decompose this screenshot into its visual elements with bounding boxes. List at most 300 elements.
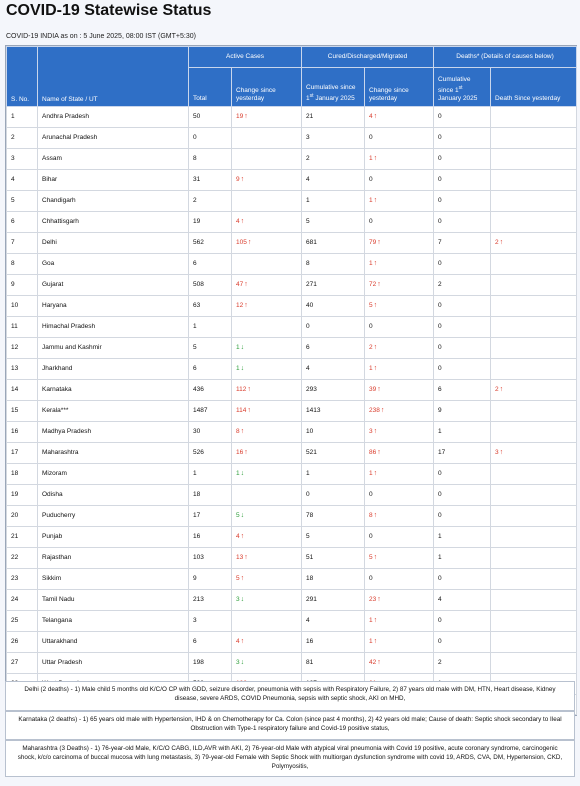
- deaths-cumulative-cell: 0: [434, 506, 491, 527]
- active-total-cell: 9: [189, 569, 232, 590]
- state-name-cell: Haryana: [38, 296, 189, 317]
- increase-arrow-icon: ↑: [240, 638, 245, 645]
- death-change-cell: [491, 590, 577, 611]
- statewise-table-wrapper: [5, 45, 577, 716]
- active-change-cell-value: 105: [236, 239, 247, 246]
- increase-arrow-icon: ↑: [499, 449, 504, 456]
- active-change-cell: [232, 107, 302, 128]
- table-row: [7, 149, 577, 170]
- cured-change-cell: [365, 401, 434, 422]
- sno-cell: 11: [7, 317, 38, 338]
- decrease-arrow-icon: ↓: [240, 344, 245, 351]
- deaths-cumulative-cell: 4: [434, 590, 491, 611]
- cured-change-cell-value: 8: [369, 512, 373, 519]
- death-change-cell: [491, 275, 577, 296]
- cured-change-cell-value: 72: [369, 281, 377, 288]
- active-total-cell: 8: [189, 149, 232, 170]
- active-change-cell: [232, 359, 302, 380]
- active-change-cell: [232, 296, 302, 317]
- cured-change-cell-value: 238: [369, 407, 380, 414]
- cured-cumulative-cell: 5: [302, 212, 365, 233]
- death-change-cell: [491, 170, 577, 191]
- increase-arrow-icon: ↑: [240, 218, 245, 225]
- active-change-cell-value: 4: [236, 638, 240, 645]
- cured-change-cell-value: 5: [369, 302, 373, 309]
- active-change-cell-value: 3: [236, 596, 240, 603]
- statewise-table: [6, 46, 577, 715]
- table-row: [7, 338, 577, 359]
- active-total-cell: 1: [189, 464, 232, 485]
- cured-cumulative-cell: 78: [302, 506, 365, 527]
- sno-cell: 26: [7, 632, 38, 653]
- decrease-arrow-icon: ↓: [240, 365, 245, 372]
- state-name-cell: Sikkim: [38, 569, 189, 590]
- active-change-cell: [232, 338, 302, 359]
- sno-cell: 25: [7, 611, 38, 632]
- deaths-cumulative-cell: 0: [434, 632, 491, 653]
- table-row: [7, 506, 577, 527]
- table-row: [7, 632, 577, 653]
- increase-arrow-icon: ↑: [373, 554, 378, 561]
- cured-change-cell-value: 1: [369, 617, 373, 624]
- deaths-cumulative-cell: 0: [434, 485, 491, 506]
- header-state: Name of State / UT: [38, 47, 189, 107]
- active-change-cell: [232, 443, 302, 464]
- cured-change-cell: [365, 170, 434, 191]
- deaths-cumulative-cell: 0: [434, 359, 491, 380]
- active-change-cell: [232, 212, 302, 233]
- table-row: [7, 401, 577, 422]
- death-change-cell: [491, 443, 577, 464]
- cured-change-cell-value: 23: [369, 596, 377, 603]
- increase-arrow-icon: ↑: [377, 596, 381, 603]
- table-row: [7, 254, 577, 275]
- table-row: [7, 653, 577, 674]
- cured-cumulative-cell: 2: [302, 149, 365, 170]
- active-total-cell: 5: [189, 338, 232, 359]
- note-delhi: Delhi (2 deaths) - 1) Male child 5 months old K/C/O CP with GDD, seizure disorder, pneumonia with sepsis with Respiratory Failure, 2) 87 years old male with DM, HTN, Heart disease, Kidney disease, severe ARDS, COVID Pneumonia, sepsis with septic shock, AKI on MHD,: [5, 681, 575, 711]
- increase-arrow-icon: ↑: [499, 386, 504, 393]
- cured-cumulative-cell: 271: [302, 275, 365, 296]
- increase-arrow-icon: ↑: [240, 575, 245, 582]
- table-row: [7, 527, 577, 548]
- state-name-cell: Arunachal Pradesh: [38, 128, 189, 149]
- decrease-arrow-icon: ↓: [240, 512, 245, 519]
- death-change-cell: [491, 527, 577, 548]
- active-change-cell: [232, 611, 302, 632]
- cured-change-cell: [365, 212, 434, 233]
- increase-arrow-icon: ↑: [373, 365, 378, 372]
- increase-arrow-icon: ↑: [244, 449, 248, 456]
- state-name-cell: Tamil Nadu: [38, 590, 189, 611]
- increase-arrow-icon: ↑: [373, 155, 378, 162]
- increase-arrow-icon: ↑: [373, 512, 378, 519]
- header-active-cases: Active Cases: [189, 47, 302, 68]
- cured-change-cell: [365, 233, 434, 254]
- cured-cumulative-cell: 10: [302, 422, 365, 443]
- active-change-cell: [232, 590, 302, 611]
- cured-change-cell-value: 1: [369, 365, 373, 372]
- cured-change-cell: [365, 128, 434, 149]
- header-active-change: Change since yesterday: [232, 68, 302, 107]
- death-change-cell: [491, 107, 577, 128]
- increase-arrow-icon: ↑: [240, 428, 245, 435]
- active-change-cell-value: 1: [236, 470, 240, 477]
- increase-arrow-icon: ↑: [240, 176, 245, 183]
- sno-cell: 2: [7, 128, 38, 149]
- increase-arrow-icon: ↑: [377, 449, 381, 456]
- table-row: [7, 275, 577, 296]
- active-total-cell: 1: [189, 317, 232, 338]
- cured-change-cell-value: 3: [369, 428, 373, 435]
- state-name-cell: Karnataka: [38, 380, 189, 401]
- cured-change-cell-value: 4: [369, 113, 373, 120]
- deaths-cumulative-cell: 0: [434, 569, 491, 590]
- cured-change-cell: [365, 611, 434, 632]
- state-name-cell: Uttarakhand: [38, 632, 189, 653]
- increase-arrow-icon: ↑: [380, 407, 385, 414]
- cured-change-cell: [365, 359, 434, 380]
- active-change-cell: [232, 191, 302, 212]
- note-karnataka: Karnataka (2 deaths) - 1) 65 years old male with Hypertension, IHD & on Chemotherapy for Ca. Colon (since past 4 months), 2) 42 years old male; Cause of death: Septic shock secondary to Ileal Obstruction with Type-1 respiratory failure and Covid-19 positive status,: [5, 711, 575, 740]
- cured-change-cell: [365, 485, 434, 506]
- increase-arrow-icon: ↑: [373, 638, 378, 645]
- death-change-cell: [491, 548, 577, 569]
- active-change-cell-value: 4: [236, 218, 240, 225]
- table-row: [7, 191, 577, 212]
- death-change-cell: [491, 569, 577, 590]
- state-name-cell: Odisha: [38, 485, 189, 506]
- active-change-cell: [232, 317, 302, 338]
- state-name-cell: Telangana: [38, 611, 189, 632]
- active-change-cell-value: 5: [236, 575, 240, 582]
- as-of-timestamp: COVID-19 INDIA as on : 5 June 2025, 08:00 IST (GMT+5:30): [6, 33, 196, 40]
- deaths-cumulative-cell: 1: [434, 422, 491, 443]
- header-death-since-yesterday: Death Since yesterday: [491, 68, 577, 107]
- increase-arrow-icon: ↑: [244, 113, 248, 120]
- death-change-cell: [491, 233, 577, 254]
- cured-change-cell-value: 0: [369, 134, 373, 141]
- increase-arrow-icon: ↑: [373, 197, 378, 204]
- active-total-cell: 103: [189, 548, 232, 569]
- sno-cell: 8: [7, 254, 38, 275]
- active-change-cell-value: 1: [236, 365, 240, 372]
- active-total-cell: 508: [189, 275, 232, 296]
- sno-cell: 7: [7, 233, 38, 254]
- sno-cell: 10: [7, 296, 38, 317]
- increase-arrow-icon: ↑: [244, 302, 248, 309]
- header-deaths-cumulative-sup: st: [458, 84, 463, 91]
- cured-change-cell-value: 1: [369, 638, 373, 645]
- table-row: [7, 212, 577, 233]
- active-change-cell: [232, 464, 302, 485]
- state-name-cell: Chhattisgarh: [38, 212, 189, 233]
- active-change-cell-value: 5: [236, 512, 240, 519]
- deaths-cumulative-cell: 1: [434, 527, 491, 548]
- cured-change-cell: [365, 149, 434, 170]
- active-change-cell: [232, 548, 302, 569]
- cured-change-cell-value: 0: [369, 323, 373, 330]
- active-change-cell-value: 114: [236, 407, 247, 414]
- cured-change-cell-value: 42: [369, 659, 377, 666]
- increase-arrow-icon: ↑: [244, 281, 248, 288]
- active-total-cell: 3: [189, 611, 232, 632]
- active-change-cell: [232, 653, 302, 674]
- state-name-cell: Delhi: [38, 233, 189, 254]
- sno-cell: 1: [7, 107, 38, 128]
- cured-cumulative-cell: 291: [302, 590, 365, 611]
- cured-cumulative-cell: 681: [302, 233, 365, 254]
- cured-change-cell: [365, 632, 434, 653]
- table-row: [7, 422, 577, 443]
- active-total-cell: 526: [189, 443, 232, 464]
- table-row: [7, 611, 577, 632]
- table-row: [7, 380, 577, 401]
- deaths-cumulative-cell: 7: [434, 233, 491, 254]
- active-change-cell: [232, 149, 302, 170]
- active-change-cell-value: 9: [236, 176, 240, 183]
- active-change-cell-value: 19: [236, 113, 244, 120]
- cured-cumulative-cell: 21: [302, 107, 365, 128]
- active-total-cell: 6: [189, 254, 232, 275]
- cured-change-cell-value: 0: [369, 575, 373, 582]
- sno-cell: 22: [7, 548, 38, 569]
- header-sno: S. No.: [7, 47, 38, 107]
- table-row: [7, 485, 577, 506]
- sno-cell: 6: [7, 212, 38, 233]
- cured-cumulative-cell: 6: [302, 338, 365, 359]
- increase-arrow-icon: ↑: [377, 281, 381, 288]
- sno-cell: 27: [7, 653, 38, 674]
- cured-change-cell: [365, 590, 434, 611]
- active-total-cell: 31: [189, 170, 232, 191]
- cured-change-cell-value: 1: [369, 197, 373, 204]
- death-change-cell: [491, 359, 577, 380]
- death-change-cell: [491, 401, 577, 422]
- deaths-cumulative-cell: 0: [434, 338, 491, 359]
- page-title: COVID-19 Statewise Status: [6, 2, 212, 19]
- cured-cumulative-cell: 1: [302, 191, 365, 212]
- active-change-cell: [232, 275, 302, 296]
- cured-cumulative-cell: 293: [302, 380, 365, 401]
- decrease-arrow-icon: ↓: [240, 470, 245, 477]
- increase-arrow-icon: ↑: [373, 260, 378, 267]
- sno-cell: 20: [7, 506, 38, 527]
- state-name-cell: Punjab: [38, 527, 189, 548]
- increase-arrow-icon: ↑: [373, 113, 378, 120]
- cured-cumulative-cell: 5: [302, 527, 365, 548]
- death-change-cell: [491, 380, 577, 401]
- cured-change-cell-value: 5: [369, 554, 373, 561]
- active-total-cell: 436: [189, 380, 232, 401]
- cured-change-cell-value: 79: [369, 239, 377, 246]
- table-row: [7, 443, 577, 464]
- decrease-arrow-icon: ↓: [240, 659, 245, 666]
- state-name-cell: Goa: [38, 254, 189, 275]
- state-name-cell: Kerala***: [38, 401, 189, 422]
- cured-cumulative-cell: 81: [302, 653, 365, 674]
- active-total-cell: 6: [189, 359, 232, 380]
- death-change-cell: [491, 485, 577, 506]
- active-total-cell: 2: [189, 191, 232, 212]
- death-change-cell: [491, 149, 577, 170]
- deaths-cumulative-cell: 0: [434, 296, 491, 317]
- table-row: [7, 548, 577, 569]
- header-deaths: Deaths* (Details of causes below): [434, 47, 577, 68]
- active-change-cell: [232, 569, 302, 590]
- increase-arrow-icon: ↑: [373, 428, 378, 435]
- state-name-cell: Maharashtra: [38, 443, 189, 464]
- active-change-cell: [232, 527, 302, 548]
- state-name-cell: Jammu and Kashmir: [38, 338, 189, 359]
- active-total-cell: 562: [189, 233, 232, 254]
- cured-cumulative-cell: 4: [302, 611, 365, 632]
- cured-change-cell: [365, 338, 434, 359]
- active-change-cell: [232, 422, 302, 443]
- active-change-cell: [232, 380, 302, 401]
- cured-change-cell: [365, 653, 434, 674]
- active-change-cell: [232, 170, 302, 191]
- cured-cumulative-cell: 1413: [302, 401, 365, 422]
- active-change-cell: [232, 485, 302, 506]
- cured-change-cell: [365, 506, 434, 527]
- sno-cell: 14: [7, 380, 38, 401]
- sno-cell: 13: [7, 359, 38, 380]
- active-change-cell-value: 112: [236, 386, 247, 393]
- active-total-cell: 63: [189, 296, 232, 317]
- state-name-cell: Bihar: [38, 170, 189, 191]
- cured-change-cell: [365, 107, 434, 128]
- table-row: [7, 464, 577, 485]
- cured-cumulative-cell: 16: [302, 632, 365, 653]
- death-change-cell: [491, 296, 577, 317]
- header-cured: Cured/Discharged/Migrated: [302, 47, 434, 68]
- death-change-cell: [491, 653, 577, 674]
- deaths-cumulative-cell: 0: [434, 212, 491, 233]
- state-name-cell: Madhya Pradesh: [38, 422, 189, 443]
- active-total-cell: 19: [189, 212, 232, 233]
- cured-change-cell-value: 1: [369, 155, 373, 162]
- increase-arrow-icon: ↑: [373, 344, 378, 351]
- increase-arrow-icon: ↑: [373, 617, 378, 624]
- active-total-cell: 30: [189, 422, 232, 443]
- deaths-cumulative-cell: 1: [434, 548, 491, 569]
- header-cured-cumulative: [302, 68, 365, 107]
- state-name-cell: Jharkhand: [38, 359, 189, 380]
- table-row: [7, 170, 577, 191]
- deaths-cumulative-cell: 0: [434, 464, 491, 485]
- increase-arrow-icon: ↑: [240, 533, 245, 540]
- active-total-cell: 16: [189, 527, 232, 548]
- increase-arrow-icon: ↑: [373, 470, 378, 477]
- table-row: [7, 233, 577, 254]
- active-change-cell: [232, 632, 302, 653]
- header-deaths-cumulative-pre: Cumulative since 1: [438, 75, 471, 94]
- deaths-cumulative-cell: 2: [434, 653, 491, 674]
- header-cured-cumulative-sup: st: [309, 92, 314, 99]
- increase-arrow-icon: ↑: [499, 239, 504, 246]
- cured-cumulative-cell: 1: [302, 464, 365, 485]
- cured-change-cell: [365, 191, 434, 212]
- sno-cell: 9: [7, 275, 38, 296]
- cured-change-cell-value: 39: [369, 386, 377, 393]
- active-change-cell-value: 1: [236, 344, 240, 351]
- table-row: [7, 590, 577, 611]
- table-row: [7, 569, 577, 590]
- sno-cell: 15: [7, 401, 38, 422]
- active-total-cell: 198: [189, 653, 232, 674]
- increase-arrow-icon: ↑: [244, 554, 248, 561]
- increase-arrow-icon: ↑: [377, 659, 381, 666]
- sno-cell: 17: [7, 443, 38, 464]
- death-change-cell: [491, 128, 577, 149]
- active-total-cell: 18: [189, 485, 232, 506]
- death-change-cell-value: 3: [495, 449, 499, 456]
- note-maharashtra: Maharashtra (3 Deaths) - 1) 76-year-old Male, K/C/O CABG, ILD,AVR with AKI, 2) 76-year-old Male with atypical viral pneumonia with Covid 19 positive, acute coronary syndrome, carcinogenic shock, k/c/o carcinoma of buccal mucosa with lung metastasis, 3) 79-year-old Female with Septic Shock with multiorgan dysfunction syndrome with covid 19, ARDS, CVA, DM, Hypertension, CKD, Polymyositis,: [5, 740, 575, 777]
- sno-cell: 23: [7, 569, 38, 590]
- cured-change-cell-value: 1: [369, 260, 373, 267]
- state-name-cell: Andhra Pradesh: [38, 107, 189, 128]
- sno-cell: 16: [7, 422, 38, 443]
- sno-cell: 3: [7, 149, 38, 170]
- cured-cumulative-cell: 4: [302, 359, 365, 380]
- table-row: [7, 359, 577, 380]
- cured-change-cell-value: 0: [369, 533, 373, 540]
- cured-change-cell: [365, 317, 434, 338]
- deaths-cumulative-cell: 6: [434, 380, 491, 401]
- increase-arrow-icon: ↑: [247, 386, 251, 393]
- active-change-cell: [232, 506, 302, 527]
- death-change-cell: [491, 212, 577, 233]
- deaths-cumulative-cell: 0: [434, 611, 491, 632]
- death-change-cell: [491, 506, 577, 527]
- cured-change-cell-value: 2: [369, 344, 373, 351]
- active-change-cell-value: 13: [236, 554, 244, 561]
- cured-change-cell: [365, 422, 434, 443]
- cured-cumulative-cell: 4: [302, 170, 365, 191]
- header-cured-cumulative-post: January 2025: [313, 95, 355, 102]
- table-header-row-groups: [7, 47, 577, 68]
- cured-cumulative-cell: 0: [302, 485, 365, 506]
- state-name-cell: Chandigarh: [38, 191, 189, 212]
- sno-cell: 5: [7, 191, 38, 212]
- cured-change-cell-value: 1: [369, 470, 373, 477]
- death-change-cell-value: 2: [495, 386, 499, 393]
- deaths-cumulative-cell: 0: [434, 128, 491, 149]
- cured-change-cell: [365, 254, 434, 275]
- active-change-cell-value: 12: [236, 302, 244, 309]
- deaths-cumulative-cell: 2: [434, 275, 491, 296]
- cured-change-cell: [365, 296, 434, 317]
- cured-cumulative-cell: 18: [302, 569, 365, 590]
- sno-cell: 4: [7, 170, 38, 191]
- active-change-cell-value: 16: [236, 449, 244, 456]
- cured-change-cell: [365, 443, 434, 464]
- death-change-cell: [491, 464, 577, 485]
- active-change-cell-value: 3: [236, 659, 240, 666]
- increase-arrow-icon: ↑: [373, 302, 378, 309]
- death-change-cell: [491, 254, 577, 275]
- active-total-cell: 1487: [189, 401, 232, 422]
- header-cured-cumulative-pre: Cumulative since 1: [306, 83, 356, 102]
- state-name-cell: Himachal Pradesh: [38, 317, 189, 338]
- table-body: [7, 107, 577, 695]
- active-change-cell-value: 8: [236, 428, 240, 435]
- cured-cumulative-cell: 51: [302, 548, 365, 569]
- deaths-cumulative-cell: 0: [434, 149, 491, 170]
- cured-cumulative-cell: 0: [302, 317, 365, 338]
- state-name-cell: Rajasthan: [38, 548, 189, 569]
